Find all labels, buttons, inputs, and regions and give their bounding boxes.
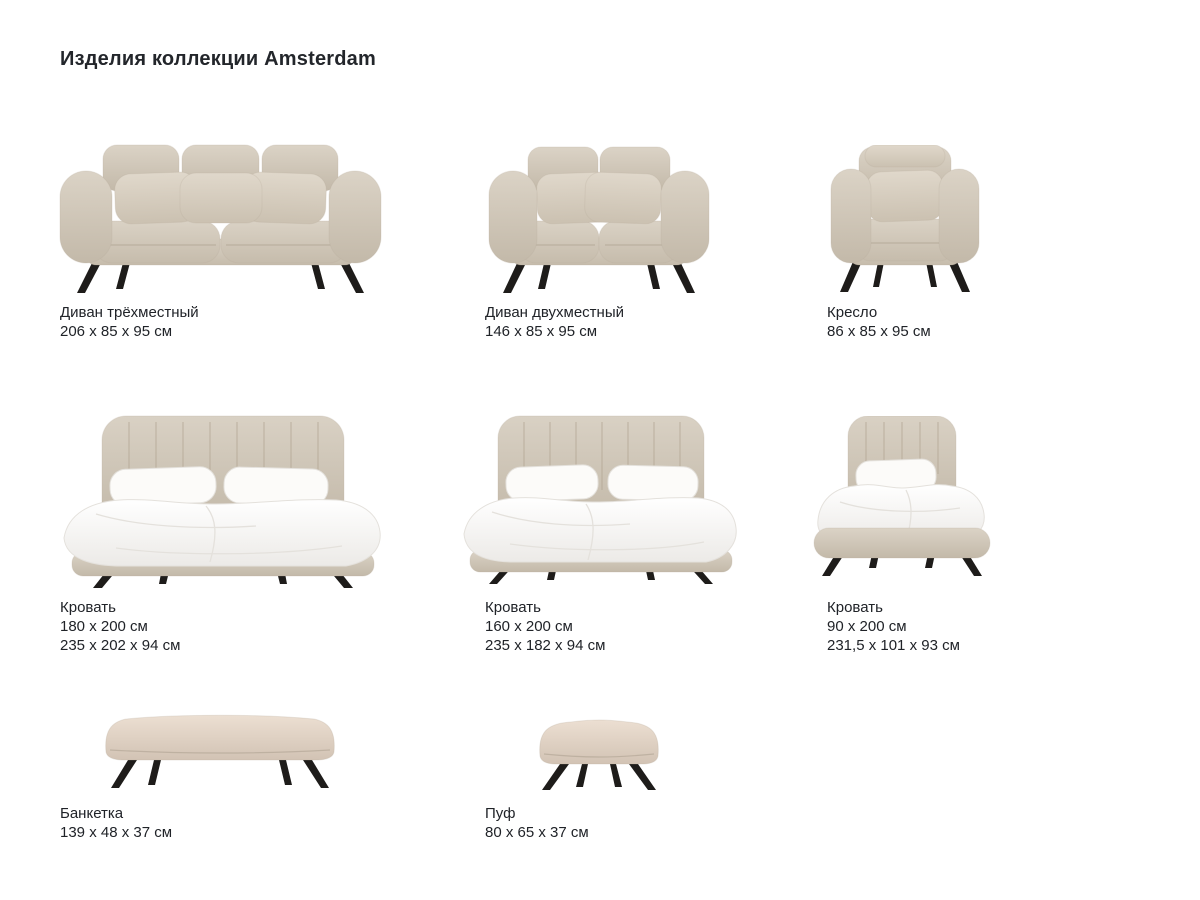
- product-dimensions: 86 x 85 x 95 см: [827, 323, 931, 340]
- product-name: Банкетка: [60, 805, 124, 822]
- bench-image: [100, 710, 340, 788]
- product-name: Кровать: [60, 599, 116, 616]
- product-dimensions: 80 x 65 x 37 см: [485, 824, 589, 841]
- product-dimensions: 235 x 202 x 94 см: [60, 637, 181, 654]
- product-caption-bed-90: [827, 598, 960, 655]
- bed-180-image: [56, 414, 390, 588]
- product-dimensions: 146 x 85 x 95 см: [485, 323, 598, 340]
- product-name: Диван трёхместный: [60, 304, 199, 321]
- product-name: Кровать: [827, 599, 883, 616]
- product-dimensions: 180 x 200 см: [60, 618, 148, 635]
- product-caption-sofa-2-seat: [485, 303, 624, 341]
- product-caption-bed-160: [485, 598, 605, 655]
- bed-160-image: [458, 414, 744, 584]
- pouf-image: [524, 716, 674, 790]
- product-caption-sofa-3-seat: [60, 303, 199, 341]
- armchair-image: [829, 145, 981, 295]
- product-name: Кровать: [485, 599, 541, 616]
- product-caption-bed-180: [60, 598, 180, 655]
- product-name: Диван двухместный: [485, 304, 624, 321]
- product-caption-pouf: [485, 804, 589, 842]
- bed-90-image: [810, 416, 994, 576]
- sofa-3-seat-image: [58, 143, 383, 295]
- product-dimensions: 160 x 200 см: [485, 618, 573, 635]
- product-dimensions: 231,5 x 101 x 93 см: [827, 637, 960, 654]
- product-caption-bench: [60, 804, 172, 842]
- product-name: Кресло: [827, 304, 878, 321]
- product-dimensions: 139 x 48 x 37 см: [60, 824, 173, 841]
- sofa-2-seat-image: [487, 145, 711, 295]
- product-name: Пуф: [485, 805, 516, 822]
- product-dimensions: 90 x 200 см: [827, 618, 907, 635]
- product-dimensions: 206 x 85 x 95 см: [60, 323, 173, 340]
- product-dimensions: 235 x 182 x 94 см: [485, 637, 606, 654]
- product-caption-armchair: [827, 303, 931, 341]
- page-title: Изделия коллекции Amsterdam: [60, 48, 376, 70]
